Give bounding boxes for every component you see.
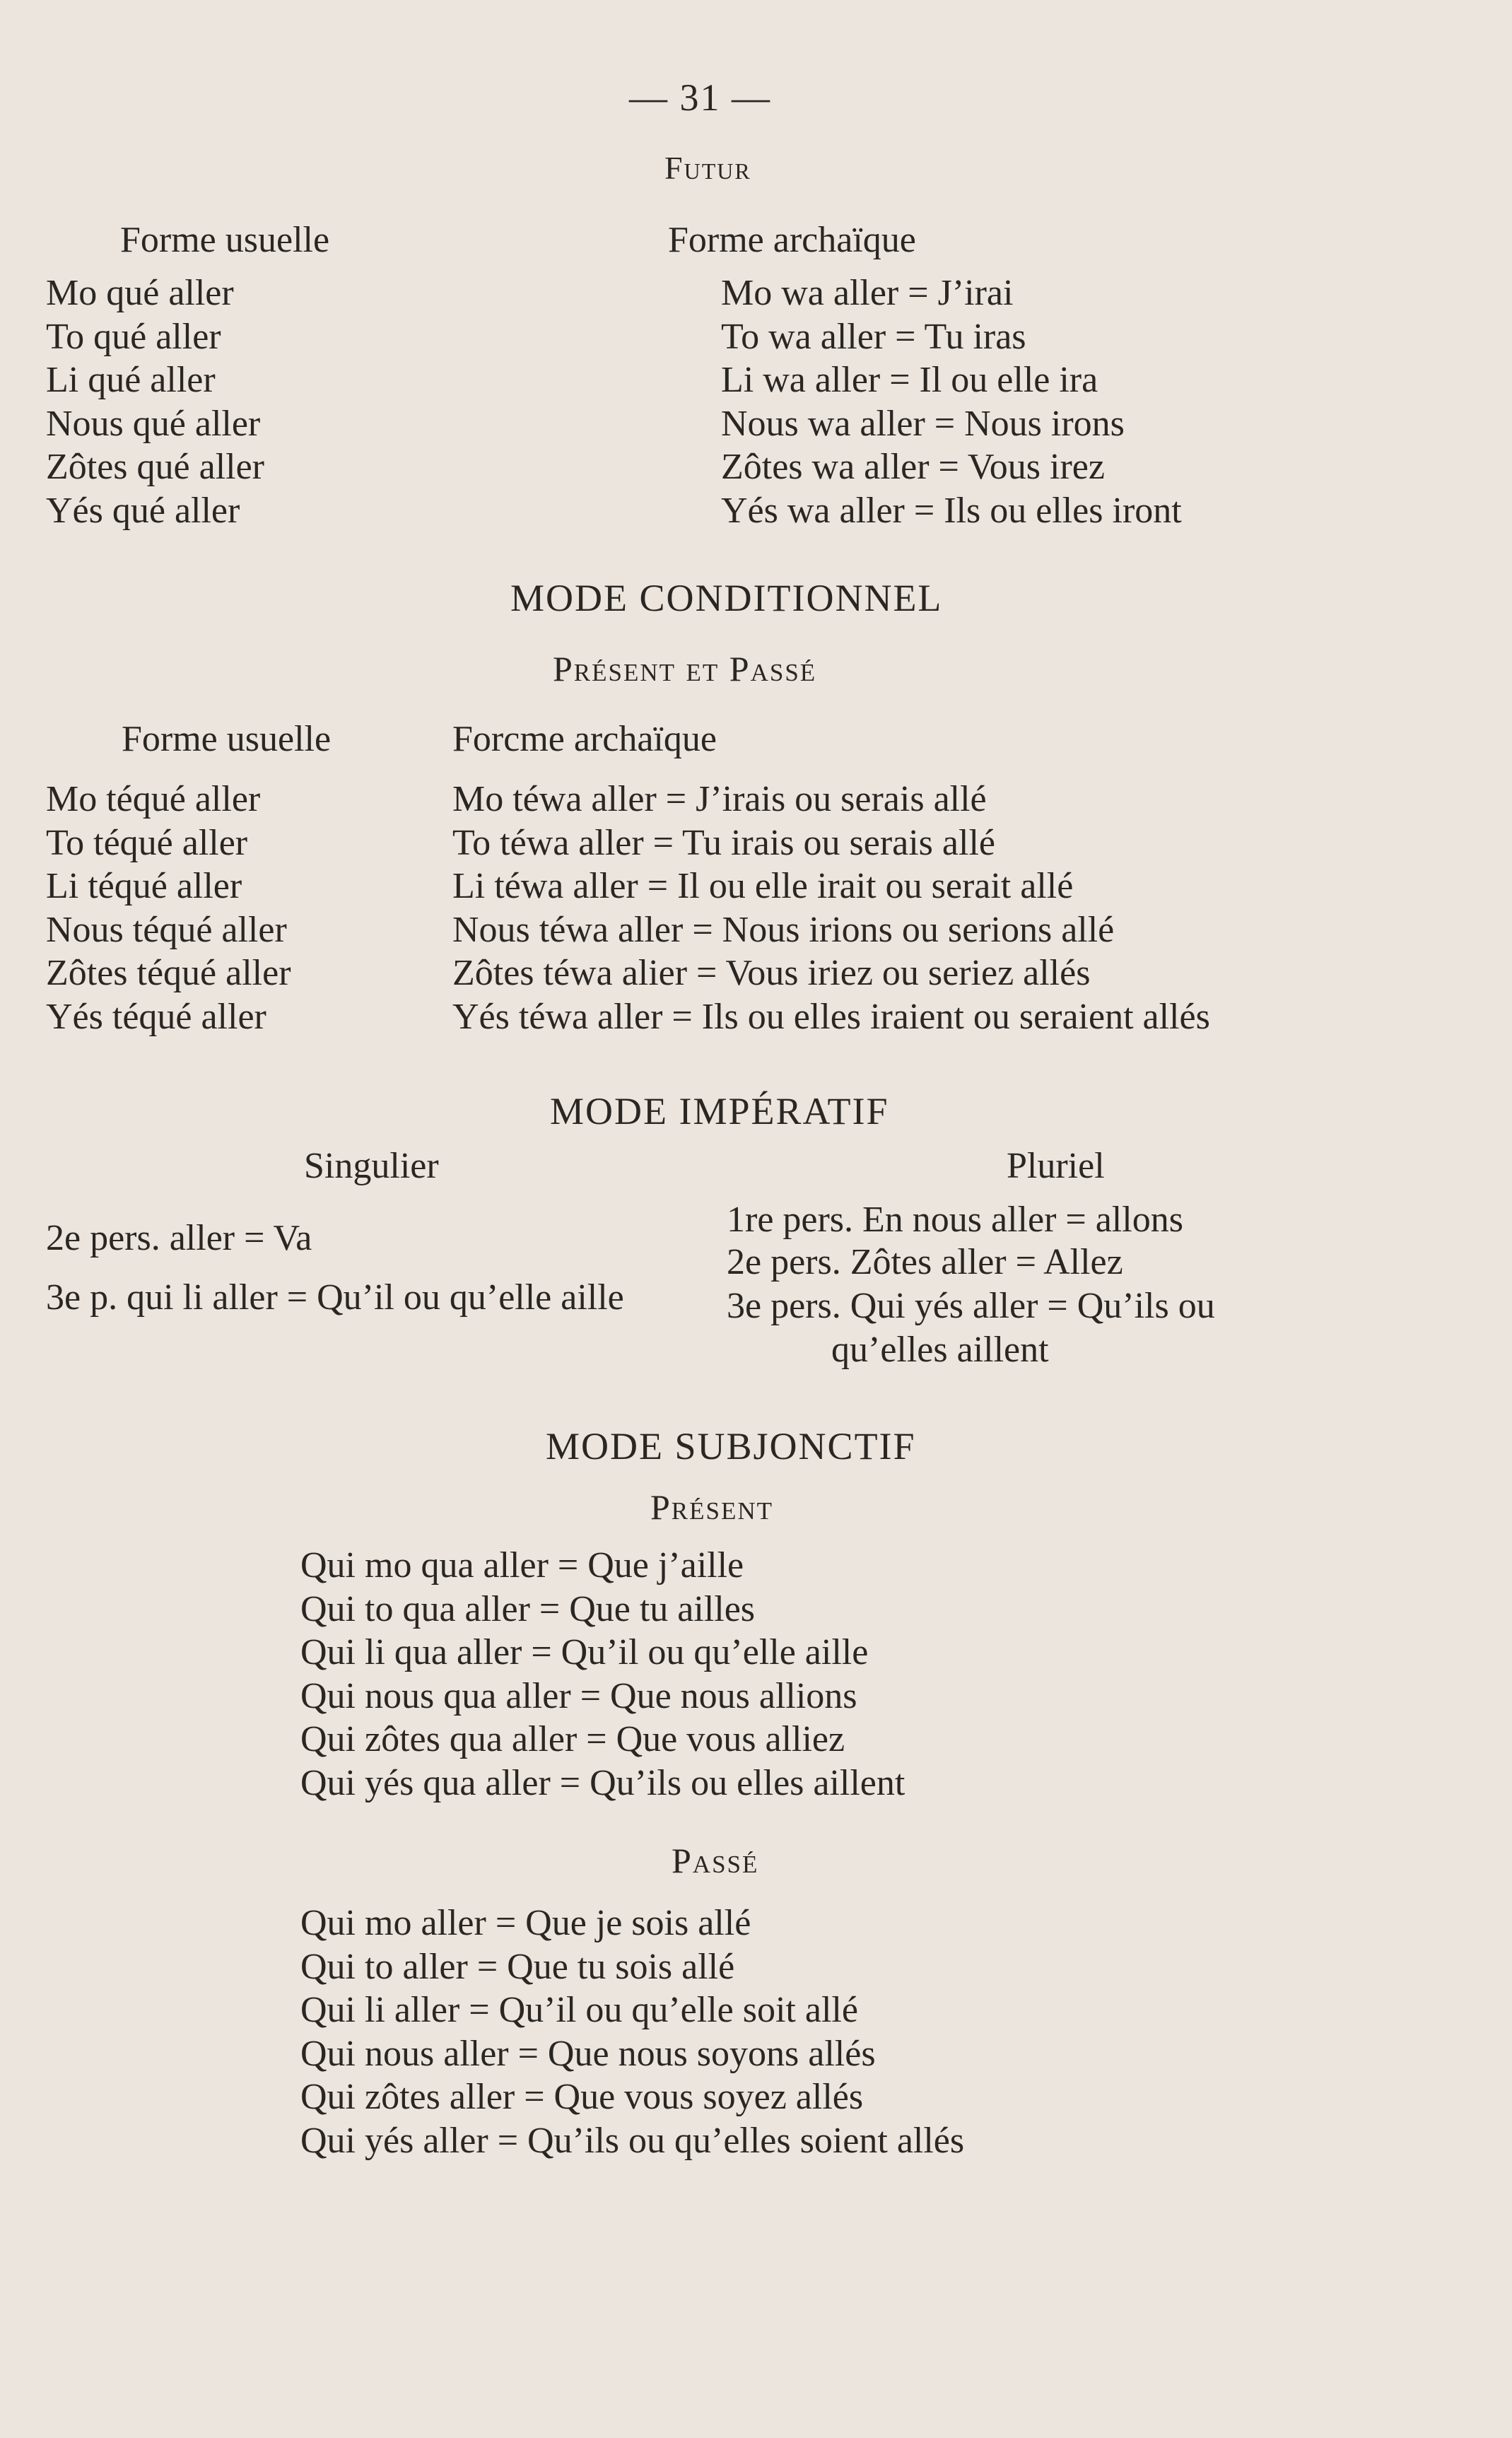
futur-usual-list — [46, 271, 264, 532]
futur-archaic-heading: Forme archaïque — [668, 220, 916, 260]
imperatif-singulier-line: 3e p. qui li aller = Qu’il ou qu’elle aille — [46, 1277, 624, 1318]
subjonctif-present-list — [300, 1544, 905, 1805]
futur-usual-line: Li qué aller — [46, 360, 216, 400]
futur-archaic-list — [721, 271, 1182, 532]
conditionnel-archaic-line: Zôtes téwa alier = Vous iriez ou seriez allés — [452, 953, 1091, 993]
subjonctif-present-line: Qui mo qua aller = Que j’aille — [300, 1545, 744, 1586]
conditionnel-archaic-line: Mo téwa aller = J’irais ou serais allé — [452, 779, 987, 819]
conditionnel-archaic-heading: Forcme archaïque — [452, 719, 717, 759]
subjonctif-passe-line: Qui nous aller = Que nous soyons allés — [300, 2033, 876, 2074]
futur-usual-heading: Forme usuelle — [120, 220, 330, 260]
futur-heading: Futur — [664, 150, 751, 186]
conditionnel-usual-line: Mo téqué aller — [46, 779, 261, 819]
conditionnel-archaic-line: To téwa aller = Tu irais ou serais allé — [452, 822, 995, 863]
conditionnel-archaic-line: Nous téwa aller = Nous irions ou serions allé — [452, 909, 1115, 950]
futur-archaic-line: To wa aller = Tu iras — [721, 316, 1026, 357]
futur-usual-line: Yés qué aller — [46, 490, 240, 531]
imperatif-pluriel-line: qu’elles aillent — [831, 1330, 1049, 1370]
subjonctif-present-heading: Présent — [650, 1487, 774, 1527]
subjonctif-present-line: Qui to qua aller = Que tu ailles — [300, 1588, 756, 1629]
imperatif-pluriel-line: 2e pers. Zôtes aller = Allez — [727, 1242, 1123, 1282]
conditionnel-usual-line: Nous téqué aller — [46, 909, 287, 950]
futur-archaic-line: Yés wa aller = Ils ou elles iront — [721, 490, 1182, 531]
subjonctif-passe-list — [300, 1901, 964, 2162]
subjonctif-mode-heading: MODE SUBJONCTIF — [546, 1425, 916, 1467]
conditionnel-archaic-list — [452, 778, 1210, 1038]
conditionnel-usual-list — [46, 778, 291, 1038]
futur-archaic-line: Mo wa aller = J’irai — [721, 273, 1014, 313]
subjonctif-present-line: Qui yés qua aller = Qu’ils ou elles aillent — [300, 1762, 906, 1803]
imperatif-pluriel-line: 1re pers. En nous aller = allons — [727, 1200, 1183, 1240]
subjonctif-passe-line: Qui yés aller = Qu’ils ou qu’elles soient allés — [300, 2120, 965, 2161]
conditionnel-tense-heading: Présent et Passé — [553, 649, 817, 688]
conditionnel-usual-line: Zôtes téqué aller — [46, 953, 291, 993]
subjonctif-present-line: Qui li qua aller = Qu’il ou qu’elle aille — [300, 1632, 869, 1672]
imperatif-pluriel-line: 3e pers. Qui yés aller = Qu’ils ou — [727, 1286, 1215, 1326]
subjonctif-present-line: Qui zôtes qua aller = Que vous alliez — [300, 1719, 845, 1759]
conditionnel-mode-heading: MODE CONDITIONNEL — [510, 577, 943, 619]
futur-usual-line: Nous qué aller — [46, 403, 261, 444]
conditionnel-archaic-line: Yés téwa aller = Ils ou elles iraient ou seraient allés — [452, 996, 1210, 1037]
subjonctif-present-line: Qui nous qua aller = Que nous allions — [300, 1675, 857, 1716]
subjonctif-passe-line: Qui to aller = Que tu sois allé — [300, 1946, 735, 1987]
futur-archaic-line: Nous wa aller = Nous irons — [721, 403, 1125, 444]
futur-usual-line: Zôtes qué aller — [46, 447, 264, 487]
imperatif-singulier-line: 2e pers. aller = Va — [46, 1218, 312, 1258]
subjonctif-passe-line: Qui mo aller = Que je sois allé — [300, 1903, 751, 1943]
imperatif-mode-heading: MODE IMPÉRATIF — [550, 1090, 889, 1132]
futur-archaic-line: Li wa aller = Il ou elle ira — [721, 360, 1098, 400]
imperatif-pluriel-heading: Pluriel — [1007, 1146, 1105, 1186]
conditionnel-usual-heading: Forme usuelle — [122, 719, 332, 759]
imperatif-singulier-heading: Singulier — [304, 1146, 439, 1186]
page-number: — 31 — — [629, 76, 771, 119]
futur-usual-line: To qué aller — [46, 316, 221, 357]
subjonctif-passe-heading: Passé — [672, 1841, 759, 1880]
conditionnel-usual-line: Yés téqué aller — [46, 996, 266, 1037]
futur-archaic-line: Zôtes wa aller = Vous irez — [721, 447, 1105, 487]
subjonctif-passe-line: Qui li aller = Qu’il ou qu’elle soit allé — [300, 1990, 858, 2030]
conditionnel-archaic-line: Li téwa aller = Il ou elle irait ou serait allé — [452, 866, 1074, 906]
conditionnel-usual-line: Li téqué aller — [46, 866, 242, 906]
futur-usual-line: Mo qué aller — [46, 273, 234, 313]
subjonctif-passe-line: Qui zôtes aller = Que vous soyez allés — [300, 2077, 864, 2117]
conditionnel-usual-line: To téqué aller — [46, 822, 248, 863]
